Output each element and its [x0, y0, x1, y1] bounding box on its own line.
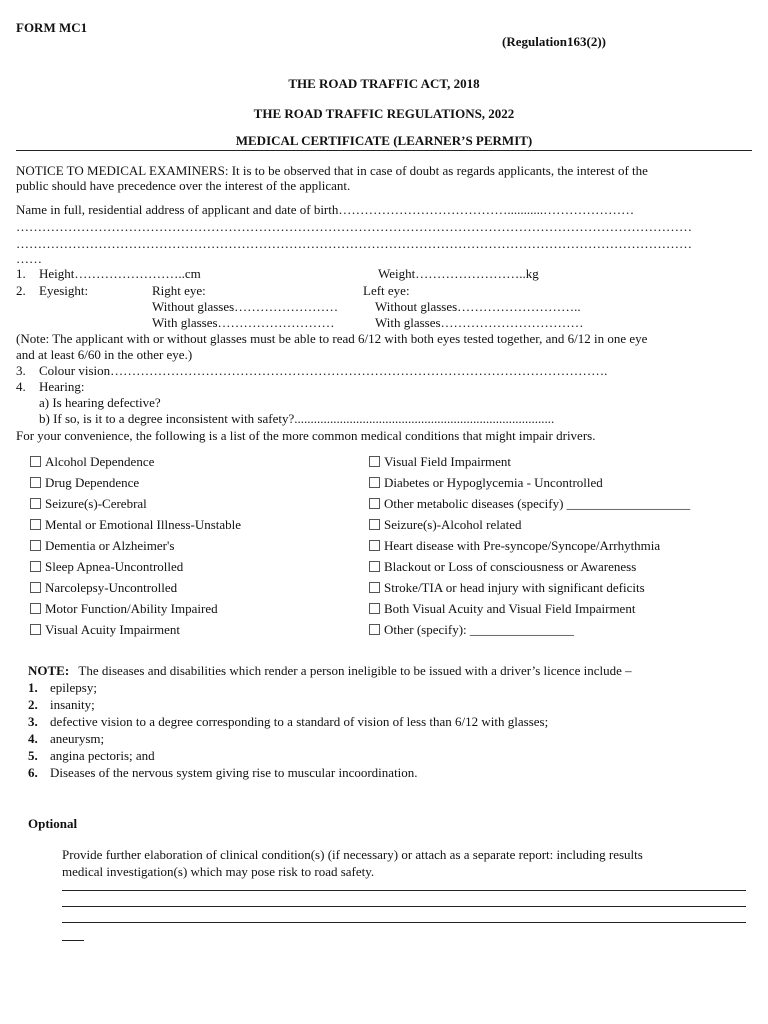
condition-item-narcolepsy[interactable] — [30, 580, 177, 596]
weight-label: Weight — [378, 266, 416, 281]
checkbox-icon — [369, 477, 380, 488]
condition-label: Drug Dependence — [45, 475, 140, 490]
condition-item-alcohol-dependence[interactable] — [30, 454, 154, 470]
checkbox-icon — [30, 624, 41, 635]
condition-item-diabetes[interactable] — [369, 475, 603, 491]
hearing-label: Hearing: — [39, 379, 85, 394]
with-glasses-right[interactable]: With glasses……………………… — [152, 315, 335, 330]
condition-label: Other metabolic diseases (specify) ___________________ — [384, 496, 691, 511]
condition-item-sleep-apnea[interactable] — [30, 559, 183, 575]
note-text: The diseases and disabilities which render a person ineligible to be issued with a driver’s licence include – — [78, 663, 632, 678]
colour-vision-field[interactable]: Colour vision……………………………………………………………………………………………………. — [39, 363, 608, 378]
height-field[interactable] — [39, 266, 201, 282]
hearing-num: 4. — [16, 379, 26, 394]
checkbox-icon — [30, 603, 41, 614]
act-title: THE ROAD TRAFFIC ACT, 2018 — [288, 76, 480, 91]
height-label: Height — [39, 266, 75, 281]
checkbox-icon — [30, 477, 41, 488]
condition-label: Alcohol Dependence — [45, 454, 155, 469]
note-heading — [28, 663, 632, 679]
eyesight-num: 2. — [16, 283, 26, 298]
condition-label: Blackout or Loss of consciousness or Awareness — [384, 559, 637, 574]
condition-item-blackout[interactable] — [369, 559, 636, 575]
condition-item-other-metabolic[interactable] — [369, 496, 690, 512]
checkbox-icon — [369, 519, 380, 530]
checkbox-icon — [30, 456, 41, 467]
regulation-ref: (Regulation163(2)) — [502, 34, 606, 49]
condition-label: Heart disease with Pre-syncope/Syncope/Arrhythmia — [384, 538, 661, 553]
checkbox-icon — [369, 540, 380, 551]
hearing-question-b[interactable]: b) If so, is it to a degree inconsistent with safety?................................................................................ — [39, 411, 555, 426]
optional-heading: Optional — [28, 816, 78, 831]
address-line-3[interactable]: ………………………………………………………………………………………………………………………………………… — [16, 236, 692, 251]
condition-label: Diabetes or Hypoglycemia - Uncontrolled — [384, 475, 603, 490]
condition-item-drug-dependence[interactable] — [30, 475, 139, 491]
optional-instructions-1: Provide further elaboration of clinical condition(s) (if necessary) or attach as a separate report: including results — [62, 847, 643, 862]
elaboration-line-3[interactable] — [62, 922, 746, 923]
notice-line-1: NOTICE TO MEDICAL EXAMINERS: It is to be observed that in case of doubt as regards applicants, the interest of the — [16, 163, 648, 178]
condition-label: Motor Function/Ability Impaired — [45, 601, 218, 616]
height-num: 1. — [16, 266, 26, 281]
condition-item-mental-illness[interactable] — [30, 517, 241, 533]
condition-label: Narcolepsy-Uncontrolled — [45, 580, 178, 595]
note-item-text: epilepsy; — [50, 680, 97, 695]
note-item-num: 3. — [28, 714, 38, 729]
weight-dots: …………………….. — [415, 266, 526, 281]
condition-label: Seizure(s)-Alcohol related — [384, 517, 522, 532]
left-eye-label: Left eye: — [363, 283, 410, 298]
checkbox-icon — [30, 498, 41, 509]
checkbox-icon — [369, 498, 380, 509]
condition-item-seizure-cerebral[interactable] — [30, 496, 147, 512]
condition-item-dementia[interactable] — [30, 538, 174, 554]
right-eye-label: Right eye: — [152, 283, 206, 298]
note-item-num: 5. — [28, 748, 38, 763]
without-glasses-right[interactable]: Without glasses…………………… — [152, 299, 339, 314]
condition-label: Sleep Apnea-Uncontrolled — [45, 559, 184, 574]
note-item-num: 4. — [28, 731, 38, 746]
checkbox-icon — [369, 456, 380, 467]
height-dots: …………………….. — [74, 266, 185, 281]
condition-item-seizure-alcohol[interactable] — [369, 517, 522, 533]
notice-line-2: public should have precedence over the interest of the applicant. — [16, 178, 351, 193]
optional-instructions-2: medical investigation(s) which may pose risk to road safety. — [62, 864, 375, 879]
applicant-name-label: Name in full, residential address of applicant and date of birth — [16, 202, 339, 217]
checkbox-icon — [369, 624, 380, 635]
applicant-name-field[interactable] — [16, 202, 634, 218]
address-line-4[interactable]: …… — [16, 251, 42, 266]
weight-field[interactable] — [378, 266, 539, 282]
height-unit: cm — [184, 266, 201, 281]
checkbox-icon — [30, 561, 41, 572]
title-divider — [16, 150, 752, 151]
note-item-num: 6. — [28, 765, 38, 780]
condition-item-heart-disease[interactable] — [369, 538, 660, 554]
address-line-2[interactable]: ………………………………………………………………………………………………………………………………………… — [16, 219, 692, 234]
weight-unit: kg — [525, 266, 539, 281]
checkbox-icon — [369, 603, 380, 614]
vision-note-line-2: and at least 6/60 in the other eye.) — [16, 347, 193, 362]
elaboration-line-2[interactable] — [62, 906, 746, 907]
condition-label: Visual Acuity Impairment — [45, 622, 180, 637]
condition-label: Mental or Emotional Illness-Unstable — [45, 517, 242, 532]
note-item-text: aneurysm; — [50, 731, 105, 746]
form-id: FORM MC1 — [16, 20, 88, 35]
condition-item-motor-function[interactable] — [30, 601, 218, 617]
note-item-text: angina pectoris; and — [50, 748, 155, 763]
certificate-title: MEDICAL CERTIFICATE (LEARNER’S PERMIT) — [235, 133, 533, 148]
condition-item-both-visual[interactable] — [369, 601, 635, 617]
regulations-title: THE ROAD TRAFFIC REGULATIONS, 2022 — [253, 106, 515, 121]
condition-label: Other (specify): ________________ — [384, 622, 574, 637]
note-item-text: insanity; — [50, 697, 95, 712]
with-glasses-left[interactable]: With glasses…………………………… — [375, 315, 584, 330]
condition-label: Seizure(s)-Cerebral — [45, 496, 147, 511]
note-item-num: 1. — [28, 680, 38, 695]
checkbox-icon — [30, 582, 41, 593]
condition-label: Both Visual Acuity and Visual Field Impairment — [384, 601, 636, 616]
applicant-name-dots: …………………………………...........………………… — [338, 202, 635, 217]
vision-note-line-1: (Note: The applicant with or without glasses must be able to read 6/12 with both eyes tested together, and 6/12 in one eye — [16, 331, 648, 346]
eyesight-label: Eyesight: — [39, 283, 89, 298]
without-glasses-left[interactable]: Without glasses……………………….. — [375, 299, 581, 314]
condition-label: Stroke/TIA or head injury with significant deficits — [384, 580, 645, 595]
condition-item-other-specify[interactable] — [369, 622, 574, 638]
condition-label: Dementia or Alzheimer's — [45, 538, 175, 553]
checkbox-icon — [369, 582, 380, 593]
elaboration-line-1[interactable] — [62, 890, 746, 891]
condition-item-visual-field[interactable] — [369, 454, 511, 470]
condition-item-visual-acuity[interactable] — [30, 622, 180, 638]
note-item-text: defective vision to a degree corresponding to a standard of vision of less than 6/12 with glasses; — [50, 714, 549, 729]
note-label: NOTE: — [28, 663, 70, 678]
hearing-question-a[interactable]: a) Is hearing defective? — [39, 395, 161, 410]
colour-vision-num: 3. — [16, 363, 26, 378]
conditions-intro: For your convenience, the following is a list of the more common medical conditions that might impair drivers. — [16, 428, 596, 443]
condition-item-stroke[interactable] — [369, 580, 645, 596]
note-item-num: 2. — [28, 697, 38, 712]
condition-label: Visual Field Impairment — [384, 454, 512, 469]
checkbox-icon — [30, 519, 41, 530]
elaboration-line-4[interactable] — [62, 940, 84, 941]
note-item-text: Diseases of the nervous system giving rise to muscular incoordination. — [50, 765, 418, 780]
checkbox-icon — [369, 561, 380, 572]
checkbox-icon — [30, 540, 41, 551]
